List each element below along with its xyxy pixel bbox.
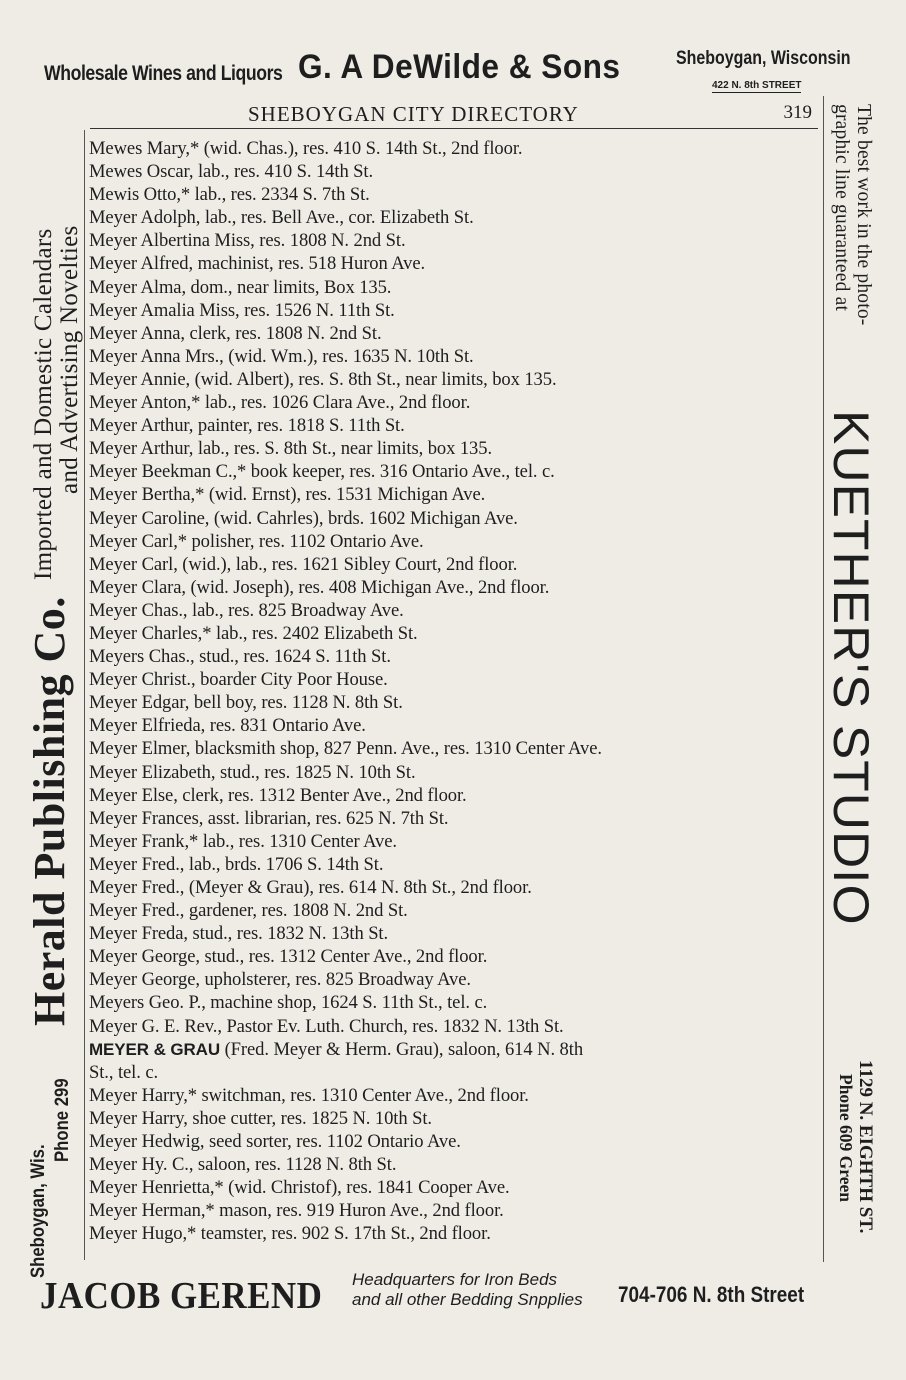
top-advertisement xyxy=(40,38,850,98)
list-item: Meyer George, stud., res. 1312 Center Ave., 2nd floor. xyxy=(89,946,488,968)
left-ad-line-2: and Advertising Novelties xyxy=(56,225,83,494)
list-item: Meyer Freda, stud., res. 1832 N. 13th St. xyxy=(89,923,389,945)
list-item: Meyer Alfred, machinist, res. 518 Huron Ave. xyxy=(89,253,426,275)
list-item: Meyers Chas., stud., res. 1624 S. 11th St. xyxy=(89,646,391,668)
bottom-advertisement xyxy=(40,1268,850,1328)
list-item: Meyer Frank,* lab., res. 1310 Center Ave. xyxy=(89,830,397,852)
right-ad-line-2: graphic line guaranteed at xyxy=(831,104,852,312)
list-item: Meyer Albertina Miss, res. 1808 N. 2nd St. xyxy=(89,230,406,252)
list-item: Meyer Fred., (Meyer & Grau), res. 614 N. 8th St., 2nd floor. xyxy=(89,877,532,898)
list-item: Meyer Chas., lab., res. 825 Broadway Ave. xyxy=(89,599,404,621)
list-item: Meyer Else, clerk, res. 1312 Benter Ave., 2nd floor. xyxy=(89,784,467,806)
list-item: Meyer Harry, shoe cutter, res. 1825 N. 10th St. xyxy=(89,1107,432,1129)
list-item: Meyer G. E. Rev., Pastor Ev. Luth. Church, res. 1832 N. 13th St. xyxy=(89,1015,564,1037)
right-ad-line-1: The best work in the photo- xyxy=(853,104,874,326)
top-ad-street: 422 N. 8th STREET xyxy=(712,80,802,91)
list-item: Meyer Fred., lab., brds. 1706 S. 14th St. xyxy=(89,853,384,875)
list-item: Meyer Anna, clerk, res. 1808 N. 2nd St. xyxy=(89,322,382,344)
list-item: Mewis Otto,* lab., res. 2334 S. 7th St. xyxy=(89,184,370,206)
list-item: Meyer Adolph, lab., res. Bell Ave., cor. Elizabeth St. xyxy=(89,207,474,229)
firm-details-continuation: St., tel. c. xyxy=(89,1061,159,1083)
list-item: Meyer Elfrieda, res. 831 Ontario Ave. xyxy=(89,715,366,737)
list-item: Meyer Edgar, bell boy, res. 1128 N. 8th St. xyxy=(89,692,403,714)
right-ad-address: 1129 N. EIGHTH ST. xyxy=(855,1060,876,1234)
list-item: Meyer Herman,* mason, res. 919 Huron Ave., 2nd floor. xyxy=(89,1200,504,1222)
directory-title: SHEBOYGAN CITY DIRECTORY xyxy=(248,102,579,126)
list-item: Meyer Elmer, blacksmith shop, 827 Penn. Ave., res. 1310 Center Ave. xyxy=(89,738,602,760)
list-item: Meyer Arthur, painter, res. 1818 S. 11th St. xyxy=(89,415,405,437)
bottom-ad-tagline-line-1: Headquarters for Iron Beds xyxy=(352,1270,558,1289)
list-item: Meyer Anton,* lab., res. 1026 Clara Ave., 2nd floor. xyxy=(89,392,471,414)
list-item: Meyer Arthur, lab., res. S. 8th St., near limits, box 135. xyxy=(89,438,492,460)
top-ad-firm-name: G. A DeWilde & Sons xyxy=(298,48,621,86)
list-item: Meyer Fred., gardener, res. 1808 N. 2nd St. xyxy=(89,900,408,922)
list-item: Meyer Anna Mrs., (wid. Wm.), res. 1635 N. 10th St. xyxy=(89,345,474,367)
list-item: Meyers Geo. P., machine shop, 1624 S. 11th St., tel. c. xyxy=(89,992,488,1014)
bottom-ad-tagline xyxy=(352,1270,583,1310)
list-item: Mewes Oscar, lab., res. 410 S. 14th St. xyxy=(89,161,374,183)
list-item: Meyer Bertha,* (wid. Ernst), res. 1531 Michigan Ave. xyxy=(89,484,486,506)
page-number: 319 xyxy=(783,102,812,123)
list-item: Meyer Harry,* switchman, res. 1310 Center Ave., 2nd floor. xyxy=(89,1084,529,1106)
directory-listing xyxy=(89,137,819,1246)
top-ad-city: Sheboygan, Wisconsin xyxy=(676,48,851,69)
list-item: Meyer Beekman C.,* book keeper, res. 316 Ontario Ave., tel. c. xyxy=(89,461,555,483)
list-item: Meyer Henrietta,* (wid. Christof), res. 1841 Cooper Ave. xyxy=(89,1177,510,1199)
list-item: Meyer Elizabeth, stud., res. 1825 N. 10th St. xyxy=(89,761,416,783)
right-ad-studio-name: KUETHER'S STUDIO xyxy=(823,410,879,926)
list-item: Meyer Annie, (wid. Albert), res. S. 8th St., near limits, box 135. xyxy=(89,368,557,390)
list-item: Meyer Frances, asst. librarian, res. 625 N. 7th St. xyxy=(89,807,449,829)
list-item: Meyer Alma, dom., near limits, Box 135. xyxy=(89,276,392,298)
list-item: Meyer Amalia Miss, res. 1526 N. 11th St. xyxy=(89,299,395,321)
right-ad-phone: Phone 609 Green xyxy=(836,1074,856,1203)
left-ad-line-1: Imported and Domestic Calendars xyxy=(30,228,57,580)
list-item: Meyer Charles,* lab., res. 2402 Elizabeth St. xyxy=(89,622,418,644)
firm-list-item xyxy=(89,1038,819,1084)
list-item: Meyer Christ., boarder City Poor House. xyxy=(89,669,388,691)
list-item: Meyer Carl,* polisher, res. 1102 Ontario Ave. xyxy=(89,530,424,552)
list-item: Meyer Caroline, (wid. Cahrles), brds. 1602 Michigan Ave. xyxy=(89,507,518,529)
firm-name: MEYER & GRAU xyxy=(89,1039,221,1059)
list-item: Meyer Clara, (wid. Joseph), res. 408 Michigan Ave., 2nd floor. xyxy=(89,576,550,598)
list-item: Meyer George, upholsterer, res. 825 Broadway Ave. xyxy=(89,969,471,991)
bottom-ad-address: 704-706 N. 8th Street xyxy=(618,1282,805,1307)
firm-details: (Fred. Meyer & Herm. Grau), saloon, 614 N. 8th xyxy=(220,1038,584,1060)
left-ad-publisher: Herald Publishing Co. xyxy=(25,596,74,1026)
bottom-ad-name: JACOB GEREND xyxy=(40,1275,323,1317)
list-item: Meyer Hy. C., saloon, res. 1128 N. 8th St. xyxy=(89,1154,397,1176)
directory-header xyxy=(90,100,818,129)
list-item: Meyer Hugo,* teamster, res. 902 S. 17th St., 2nd floor. xyxy=(89,1223,491,1245)
list-item: Meyer Carl, (wid.), lab., res. 1621 Sibley Court, 2nd floor. xyxy=(89,553,518,575)
top-ad-tagline: Wholesale Wines and Liquors xyxy=(44,62,283,85)
left-ad-phone: Phone 299 xyxy=(52,1078,73,1162)
left-ad-city: Sheboygan, Wis. xyxy=(28,1144,49,1278)
left-column-rule xyxy=(84,130,85,1260)
list-item: Mewes Mary,* (wid. Chas.), res. 410 S. 14th St., 2nd floor. xyxy=(89,138,523,159)
bottom-ad-tagline-line-2: and all other Bedding Snpplies xyxy=(352,1290,583,1309)
list-item: Meyer Hedwig, seed sorter, res. 1102 Ontario Ave. xyxy=(89,1131,461,1153)
